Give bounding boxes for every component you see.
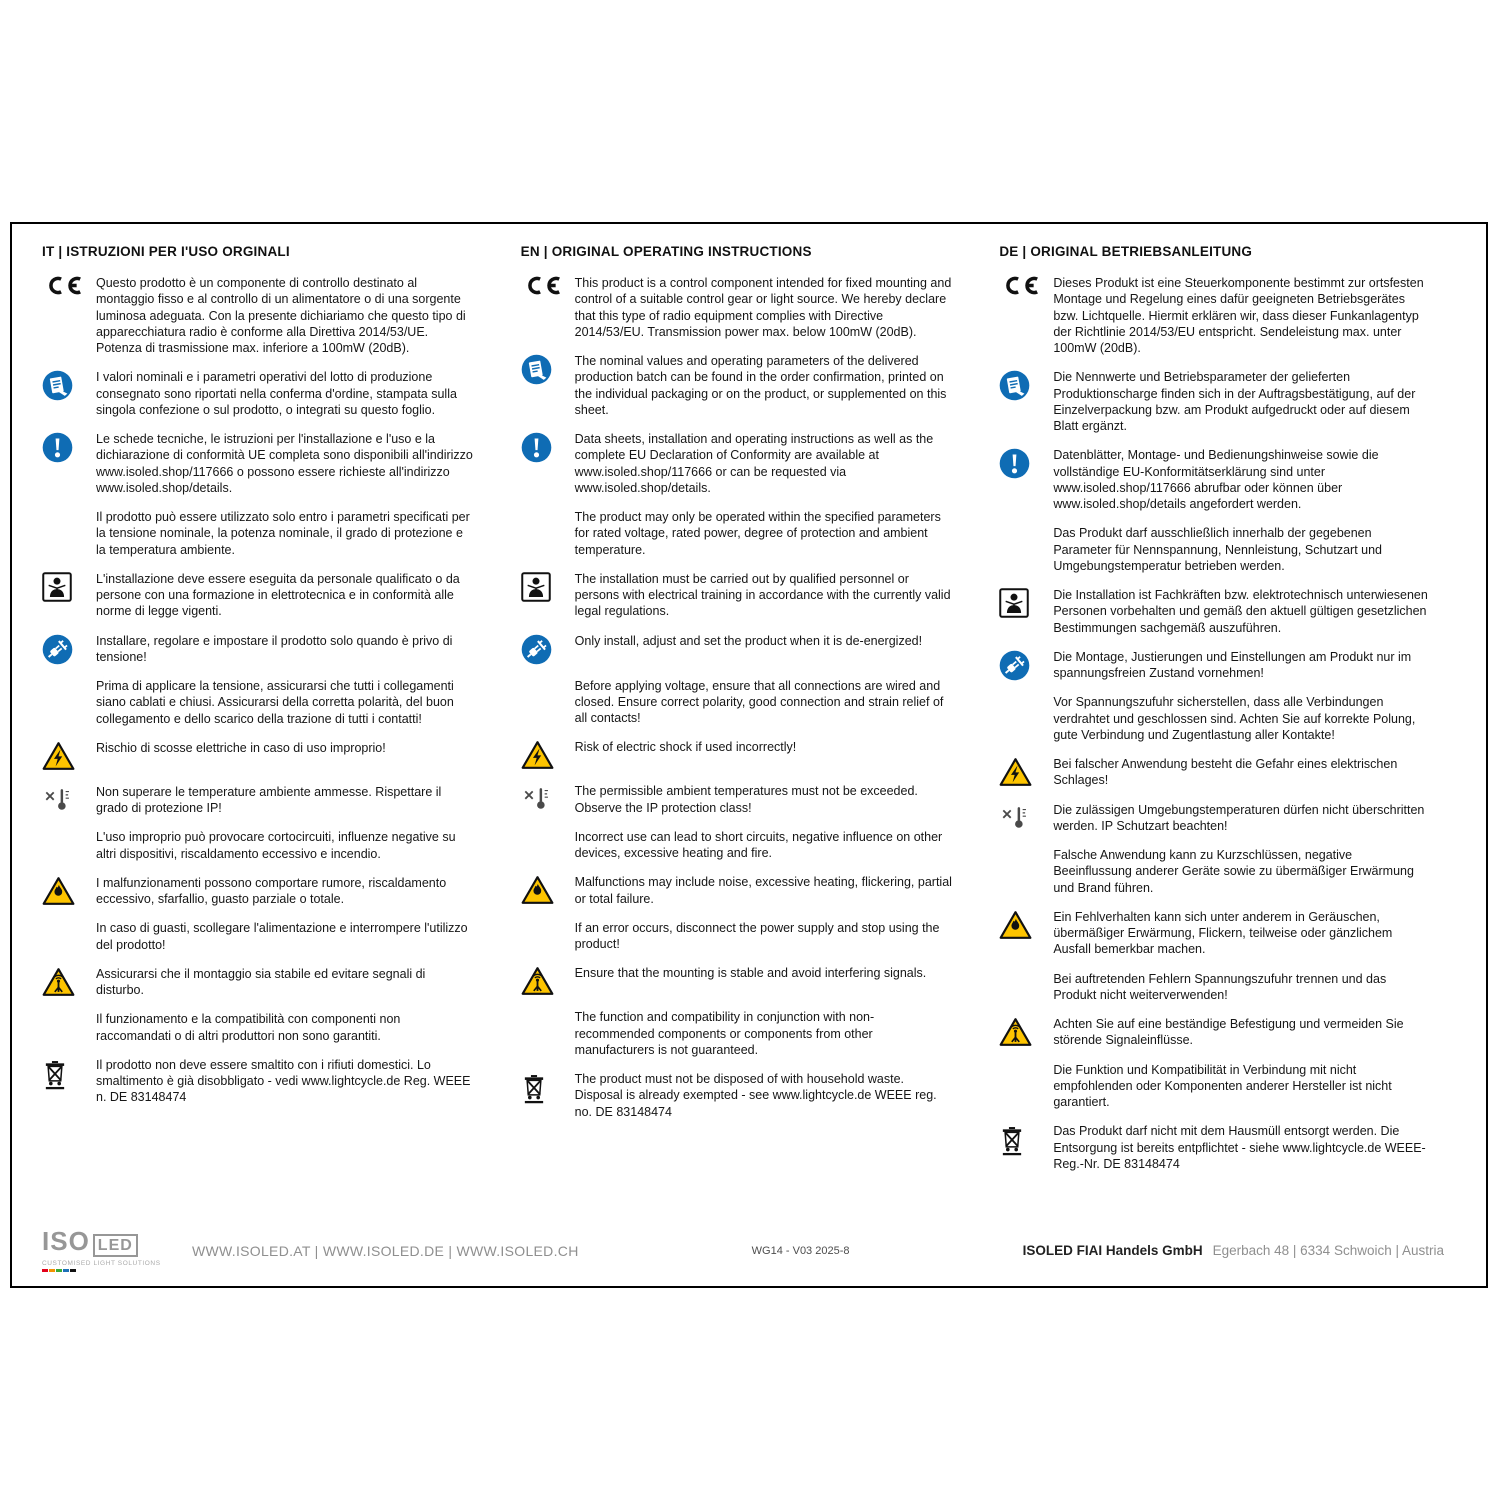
instruction-row [521,633,966,665]
footer-company [1023,1243,1444,1258]
instruction-row [42,829,487,862]
qualified-personnel-icon [521,571,575,620]
fire-warning-icon [42,875,96,908]
instruction-row [999,587,1444,636]
qualified-personnel-icon [42,571,96,620]
logo-text-led: LED [93,1234,138,1257]
ce-mark-icon [521,275,575,340]
instruction-text: Il funzionamento e la compatibilità con componenti non raccomandati o di altri produttori non sono garantiti. [96,1012,401,1043]
footer-websites: WWW.ISOLED.AT | WWW.ISOLED.DE | WWW.ISOLED.CH [192,1242,579,1259]
instruction-row [42,571,487,620]
instruction-text: Installare, regolare e impostare il prodotto solo quando è privo di tensione! [96,633,453,664]
logo-text-iso: ISO [42,1226,90,1256]
instruction-text: Data sheets, installation and operating instructions as well as the complete EU Declaration of Conformity are available at www.isoled.shop/117666 or can be requested via www.isoled.shop/details. [574,432,934,495]
instruction-text: Rischio di scosse elettriche in caso di uso improprio! [96,740,386,755]
icon-spacer [42,509,96,558]
instruction-text: Il prodotto può essere utilizzato solo entro i parametri specificati per la tensione nominale, la potenza nominale, il grado di protezione e la temperatura ambiente. [96,510,470,557]
instruction-text: In caso di guasti, scollegare l'alimentazione e interrompere l'utilizzo del prodotto! [96,921,468,952]
instruction-row [521,920,966,953]
instruction-text: Die Montage, Justierungen und Einstellungen am Produkt nur im spannungsfreien Zustand vornehmen! [1053,649,1412,680]
de-energize-plug-icon [42,633,96,666]
instruction-text: Malfunctions may include noise, excessive heating, flickering, partial or total failure. [574,875,952,906]
ambient-temperature-icon [999,802,1053,835]
instruction-text: The product may only be operated within the specified parameters for rated voltage, rated power, degree of protection and ambient temperature. [574,510,941,557]
weee-disposal-icon [999,1123,1053,1172]
instruction-row [521,783,966,816]
interference-warning-icon [521,965,575,996]
ce-mark-icon [42,275,96,356]
instruction-text: Only install, adjust and set the product when it is de-energized! [574,633,923,648]
columns [12,224,1486,1185]
interference-warning-icon [42,966,96,999]
icon-spacer [999,971,1053,1004]
logo-color-square [63,1269,69,1272]
icon-spacer [42,829,96,862]
weee-disposal-icon [42,1057,96,1106]
weee-disposal-icon [521,1071,575,1120]
instruction-row [42,740,487,771]
instruction-text: Bei falscher Anwendung besteht die Gefahr eines elektrischen Schlages! [1053,757,1398,788]
icon-spacer [42,920,96,953]
instruction-row [999,275,1444,356]
order-document-icon [521,353,575,418]
company-name: ISOLED FIAI Handels GmbH [1022,1243,1203,1258]
logo-color-square [49,1269,55,1272]
instruction-row [999,909,1444,958]
logo-color-strip-icon [42,1269,170,1272]
instruction-row [521,678,966,727]
instruction-row [521,275,966,340]
icon-spacer [521,678,575,727]
column-header-de: DE | ORIGINAL BETRIEBSANLEITUNG [999,244,1253,259]
icon-spacer [42,1011,96,1044]
instruction-text: Die zulässigen Umgebungstemperaturen dürfen nicht überschritten werden. IP Schutzart beachten! [1053,802,1425,833]
isoled-logo [42,1226,170,1272]
instruction-row [42,875,487,908]
instruction-row [521,965,966,996]
instruction-text: Ein Fehlverhalten kann sich unter anderem in Geräuschen, übermäßiger Erwärmung, Flickern, teilweise oder gänzlichem Ausfall bemerkbar machen. [1053,909,1393,957]
instruction-text: Bei auftretenden Fehlern Spannungszufuhr trennen und das Produkt nicht weiterverwenden! [1053,971,1387,1002]
instruction-row [521,874,966,907]
de-energize-plug-icon [521,633,575,665]
instruction-text: Die Installation ist Fachkräften bzw. elektrotechnisch unterwiesenen Personen vorbehalten und gemäß den aktuell gültigen gesetzlichen Bestimmungen sachgemäß auszuführen. [1053,588,1428,635]
instruction-row [521,509,966,558]
instruction-row [521,353,966,418]
instruction-text: Falsche Anwendung kann zu Kurzschlüssen, negative Beeinflussung anderer Geräte sowie zu übermäßiger Erwärmung und Brand führen. [1053,848,1414,895]
logo-color-square [70,1269,76,1272]
electric-shock-warning-icon [521,739,575,770]
instruction-row [42,509,487,558]
icon-spacer [999,694,1053,743]
fire-warning-icon [999,909,1053,958]
instruction-row [521,571,966,620]
instruction-text: Le schede tecniche, le istruzioni per l'installazione e l'uso e la dichiarazione di conformità UE completa sono disponibili all'indirizzo www.isoled.shop/117666 o possono essere richieste all'indirizzo www.isoled.shop/details. [96,432,473,495]
column-header-en: EN | ORIGINAL OPERATING INSTRUCTIONS [520,244,812,259]
icon-spacer [521,829,575,862]
instruction-text: Risk of electric shock if used incorrectly! [574,740,797,755]
instruction-text: Vor Spannungszufuhr sicherstellen, dass alle Verbindungen verdrahtet und geschlossen sind. Achten Sie auf korrekte Polung, gute Verbindung und Zugentlastung aller Kontakte! [1053,695,1416,742]
instruction-text: Incorrect use can lead to short circuits, negative influence on other devices, excessive heating and fire. [574,829,943,860]
instruction-text: Questo prodotto è un componente di controllo destinato al montaggio fisso e al controllo di un alimentatore o di una sorgente luminosa adeguata. Con la presente dichiariamo che questo tipo di apparecchiatura radio è conforme alla Direttiva 2014/53/UE. Potenza di trasmissione max. inferiore a 100mW (20dB). [96,276,466,355]
instruction-text: Die Funktion und Kompatibilität in Verbindung mit nicht empfohlenden oder Komponenten anderer Hersteller ist nicht garantiert. [1053,1062,1392,1109]
instruction-text: If an error occurs, disconnect the power supply and stop using the product! [574,920,940,951]
icon-spacer [521,1009,575,1058]
instruction-row [999,1123,1444,1172]
instruction-row [42,369,487,418]
instruction-text: L'installazione deve essere eseguita da personale qualificato o da persone con una formazione in elettrotecnica e in conformità alle norme di legge vigenti. [96,571,460,619]
logo-tagline: CUSTOMISED LIGHT SOLUTIONS [42,1260,161,1267]
icon-spacer [42,678,96,727]
column-it [42,244,487,1185]
instruction-row [521,829,966,862]
ambient-temperature-icon [521,783,575,816]
instruction-text: Datenblätter, Montage- und Bedienungshinweise sowie die vollständige EU-Konformitätserklärung sind unter www.isoled.shop/117666 abrufbar oder können über www.isoled.shop/details angefordert werden. [1053,448,1379,511]
column-en [521,244,966,1185]
logo-color-square [42,1269,48,1272]
instruction-row [999,447,1444,512]
column-header-it: IT | ISTRUZIONI PER I'USO ORGINALI [42,244,290,259]
icon-spacer [521,509,575,558]
instruction-row [521,739,966,770]
instruction-row [999,649,1444,682]
icon-spacer [999,847,1053,896]
fire-warning-icon [521,874,575,907]
instruction-row [42,678,487,727]
instruction-row [42,633,487,666]
mandatory-exclamation-icon [521,431,575,496]
ambient-temperature-icon [42,784,96,817]
instruction-text: L'uso improprio può provocare cortocircuiti, influenze negative su altri dispositivi, riscaldamento eccessivo e incendio. [96,830,456,861]
instruction-row [42,431,487,496]
icon-spacer [999,525,1053,574]
qualified-personnel-icon [999,587,1053,636]
instruction-sheet-frame [10,222,1488,1288]
instruction-text: I malfunzionamenti possono comportare rumore, riscaldamento eccessivo, sfarfallio, guasto parziale o totale. [96,875,447,906]
interference-warning-icon [999,1016,1053,1049]
instruction-text: The function and compatibility in conjunction with non-recommended components or components from other manufacturers is not guaranteed. [574,1010,875,1057]
instruction-row [999,802,1444,835]
instruction-text: I valori nominali e i parametri operativi del lotto di produzione consegnato sono riportati nella conferma d'ordine, stampata sulla singola confezione o sul prodotto, o integrati su questo foglio. [96,370,457,417]
instruction-row [42,1011,487,1044]
instruction-row [42,920,487,953]
instruction-row [999,1062,1444,1111]
instruction-row [999,847,1444,896]
order-document-icon [999,369,1053,434]
instruction-text: Das Produkt darf ausschließlich innerhalb der gegebenen Parameter für Nennspannung, Nennleistung, Schutzart und Umgebungstemperatur betrieben werden. [1053,526,1383,573]
instruction-text: The permissible ambient temperatures must not be exceeded. Observe the IP protection class! [574,784,918,815]
footer [42,1226,1444,1272]
instruction-text: Ensure that the mounting is stable and avoid interfering signals. [574,966,927,981]
instruction-row [42,966,487,999]
electric-shock-warning-icon [999,756,1053,789]
de-energize-plug-icon [999,649,1053,682]
instruction-row [999,525,1444,574]
order-document-icon [42,369,96,418]
instruction-row [999,971,1444,1004]
logo-line [42,1226,170,1257]
instruction-row [999,694,1444,743]
instruction-text: Achten Sie auf eine beständige Befestigung und vermeiden Sie störende Signaleinflüsse. [1053,1017,1404,1048]
instruction-row [521,431,966,496]
instruction-text: Assicurarsi che il montaggio sia stabile ed evitare segnali di disturbo. [96,966,426,997]
instruction-row [999,369,1444,434]
instruction-text: Before applying voltage, ensure that all connections are wired and closed. Ensure correct polarity, good connection and strain relief of all contacts! [574,678,944,725]
instruction-text: Die Nennwerte und Betriebsparameter der gelieferten Produktionscharge finden sich in der Auftragsbestätigung, auf der Einzelverpackung bzw. am Produkt aufgedruckt oder auf diesem Blatt ergänzt. [1053,370,1416,433]
instruction-row [42,1057,487,1106]
instruction-row [42,275,487,356]
logo-color-square [56,1269,62,1272]
instruction-row [999,756,1444,789]
mandatory-exclamation-icon [999,447,1053,512]
ce-mark-icon [999,275,1053,356]
instruction-text: The nominal values and operating parameters of the delivered production batch can be found in the order confirmation, printed on the individual packaging or on the product, or supplemented on this sheet. [574,354,947,417]
instruction-row [999,1016,1444,1049]
instruction-row [521,1009,966,1058]
instruction-text: Il prodotto non deve essere smaltito con i rifiuti domestici. Lo smaltimento è già disobbligato - vedi www.lightcycle.de Reg. WEEE n. DE 83148474 [96,1057,471,1105]
mandatory-exclamation-icon [42,431,96,496]
document-code: WG14 - V03 2025-8 [751,1244,850,1257]
instruction-row [42,784,487,817]
instruction-text: Non superare le temperature ambiente ammesse. Rispettare il grado di protezione IP! [96,784,442,815]
company-address: Egerbach 48 | 6334 Schwoich | Austria [1212,1243,1444,1258]
icon-spacer [999,1062,1053,1111]
instruction-text: Prima di applicare la tensione, assicurarsi che tutti i collegamenti siano cablati e chiusi. Assicurarsi della corretta polarità, del buon collegamento e dello scarico della trazione di tutti i contatti! [96,679,454,726]
instruction-text: The product must not be disposed of with household waste. Disposal is already exempted - see www.lightcycle.de WEEE reg. no. DE 83148474 [574,1072,937,1119]
electric-shock-warning-icon [42,740,96,771]
icon-spacer [521,920,575,953]
instruction-text: Das Produkt darf nicht mit dem Hausmüll entsorgt werden. Die Entsorgung ist bereits entpflichtet - siehe www.lightcycle.de WEEE-Reg.-Nr. DE 83148474 [1053,1124,1426,1171]
instruction-text: Dieses Produkt ist eine Steuerkomponente bestimmt zur ortsfesten Montage und Regelung eines dafür geeigneten Betriebsgerätes bzw. Lichtquelle. Hiermit erklären wir, dass dieser Funkanlagentyp der Richtlinie 2014/53/EU entspricht. Sendeleistung max. unter 100mW (20dB). [1053,276,1424,355]
instruction-row [521,1071,966,1120]
column-de [999,244,1444,1185]
instruction-text: The installation must be carried out by qualified personnel or persons with electrical training in accordance with the currently valid legal regulations. [574,571,951,619]
instruction-text: This product is a control component intended for fixed mounting and control of a suitable control gear or light source. We hereby declare that this type of radio equipment complies with Directive 2014/53/EU. Transmission power max. below 100mW (20dB). [574,276,952,339]
